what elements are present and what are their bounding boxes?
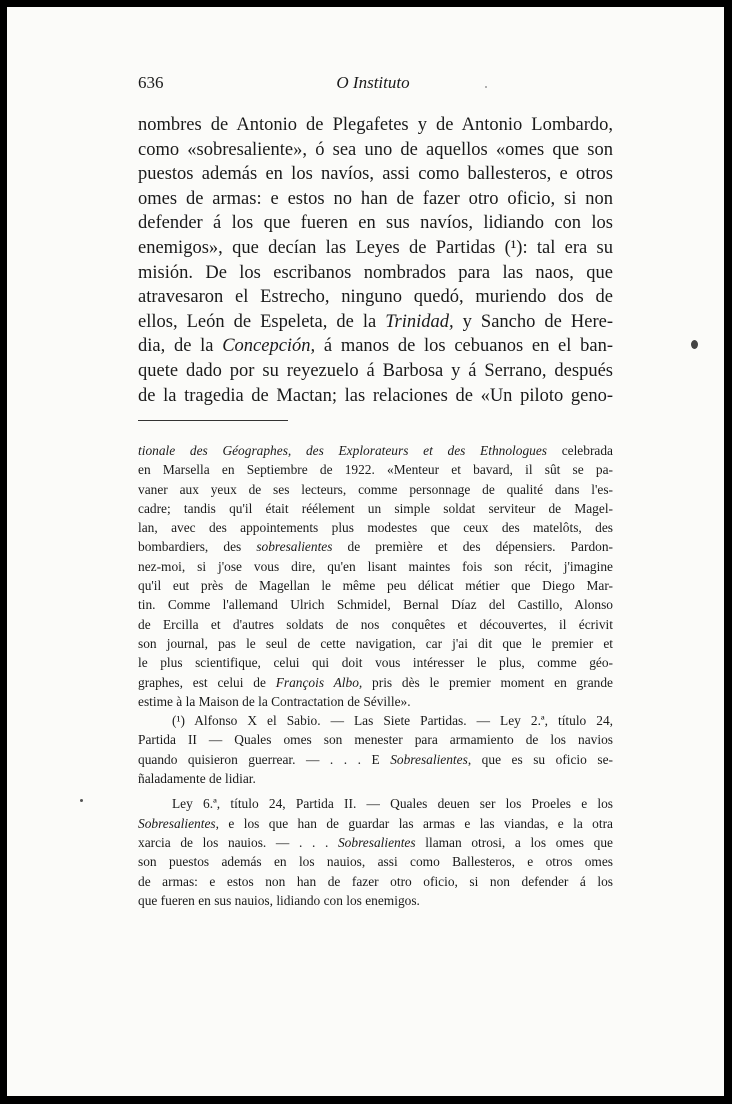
footnote-line: que fueren en sus nauios, lidiando con los enemigos.: [138, 892, 420, 908]
footnote-line: xarcia de los nauios. — . . . Sobresalientes llaman otrosi, a los omes que: [138, 834, 613, 850]
footnote-line: cadre; tandis qu'il était réélement un simple soldat serviteur de Magel-: [138, 500, 613, 516]
footnote-line: de Ercilla et d'autres soldats de nos conquêtes et découvertes, il écrivit: [138, 616, 613, 632]
text-line: defender á los que fueren en sus navíos, lidiando con los: [138, 213, 613, 234]
page-number: 636: [138, 73, 164, 92]
footnote-line: en Marsella en Septiembre de 1922. «Menteur et bavard, il sût se pa-: [138, 462, 613, 478]
footnote-2: [138, 794, 613, 910]
text-line: omes de armas: e estos no han de fazer otro oficio, si non: [138, 188, 613, 209]
footnote-line: Sobresalientes, e los que han de guardar las armas e las viandas, e la otra: [138, 815, 613, 831]
footnote-continuation: [138, 441, 613, 711]
footnote-1: [138, 711, 613, 788]
scan-speck: [691, 340, 698, 349]
footnote-line: son puestos además en los nauios, assi como Ballesteros, e otros omes: [138, 854, 613, 870]
footnote-line: bombardiers, des sobresalientes de première et des dépensiers. Pardon-: [138, 539, 613, 555]
text-line: nombres de Antonio de Plegafetes y de Antonio Lombardo,: [138, 115, 613, 135]
text-line: dia, de la Concepción, á manos de los cebuanos en el ban-: [138, 336, 613, 357]
scan-speck: [485, 86, 487, 88]
footnote-line: estime à la Maison de la Contractation de Séville».: [138, 693, 411, 709]
footnote-line: Ley 6.ª, título 24, Partida II. — Quales deuen ser los Proeles e los: [172, 796, 613, 812]
page-header: [138, 73, 618, 97]
text-line: enemigos», que decían las Leyes de Partidas (¹): tal era su: [138, 237, 613, 258]
footnote-line: son journal, pas le seul de cette navigation, car j'ai dit que le premier et: [138, 635, 613, 651]
text-line: ellos, León de Espeleta, de la Trinidad, y Sancho de Here-: [138, 311, 613, 332]
text-line: atravesaron el Estrecho, ninguno quedó, muriendo dos de: [138, 287, 613, 308]
footnote-separator: [138, 420, 288, 421]
footnote-line: graphes, est celui de François Albo, pris dès le premier moment en grande: [138, 674, 613, 690]
scan-speck: [80, 799, 83, 802]
text-line: como «sobresaliente», ó sea uno de aquellos «omes que son: [138, 139, 613, 160]
text-line: quete dado por su reyezuelo á Barbosa y á Serrano, después: [138, 360, 613, 381]
footnote-line: nez-moi, si j'ose vous dire, qu'en lisant maintes fois son récit, j'imagine: [138, 558, 613, 574]
text-line: de la tragedia de Mactan; las relaciones de «Un piloto geno-: [138, 385, 613, 406]
text-line: misión. De los escribanos nombrados para las naos, que: [138, 262, 613, 283]
footnote-line: quando quisieron guerrear. — . . . E Sobresalientes, que es su oficio se-: [138, 751, 613, 767]
footnote-line: lan, avec des appointements plus modestes que ceux des matelôts, des: [138, 520, 613, 536]
footnote-line: tin. Comme l'allemand Ulrich Schmidel, Bernal Díaz del Castillo, Alonso: [138, 597, 613, 613]
footnotes: [138, 441, 613, 910]
footnote-line: ñaladamente de lidiar.: [138, 771, 256, 787]
footnote-line: vaner aux yeux de ses lecteurs, comme personnage de qualité dans l'es-: [138, 481, 613, 497]
main-text: [138, 113, 613, 408]
footnote-line: tionale des Géographes, des Explorateurs et des Ethnologues celebrada: [138, 443, 613, 458]
text-line: puestos además en los navíos, assi como ballesteros, e otros: [138, 164, 613, 185]
footnote-line: Partida II — Quales omes son menester para armamiento de los navios: [138, 732, 613, 748]
running-title: O Instituto: [336, 73, 410, 92]
footnote-line: de armas: e estos non han de fazer otro oficio, si non defender á los: [138, 873, 613, 889]
footnote-line: (¹) Alfonso X el Sabio. — Las Siete Partidas. — Ley 2.ª, título 24,: [172, 713, 613, 729]
footnote-line: qu'il eut près de Magellan le même peu délicat métier que Diego Mar-: [138, 578, 613, 594]
footnote-line: le plus scientifique, celui qui doit vous intéresser le plus, comme géo-: [138, 655, 613, 671]
